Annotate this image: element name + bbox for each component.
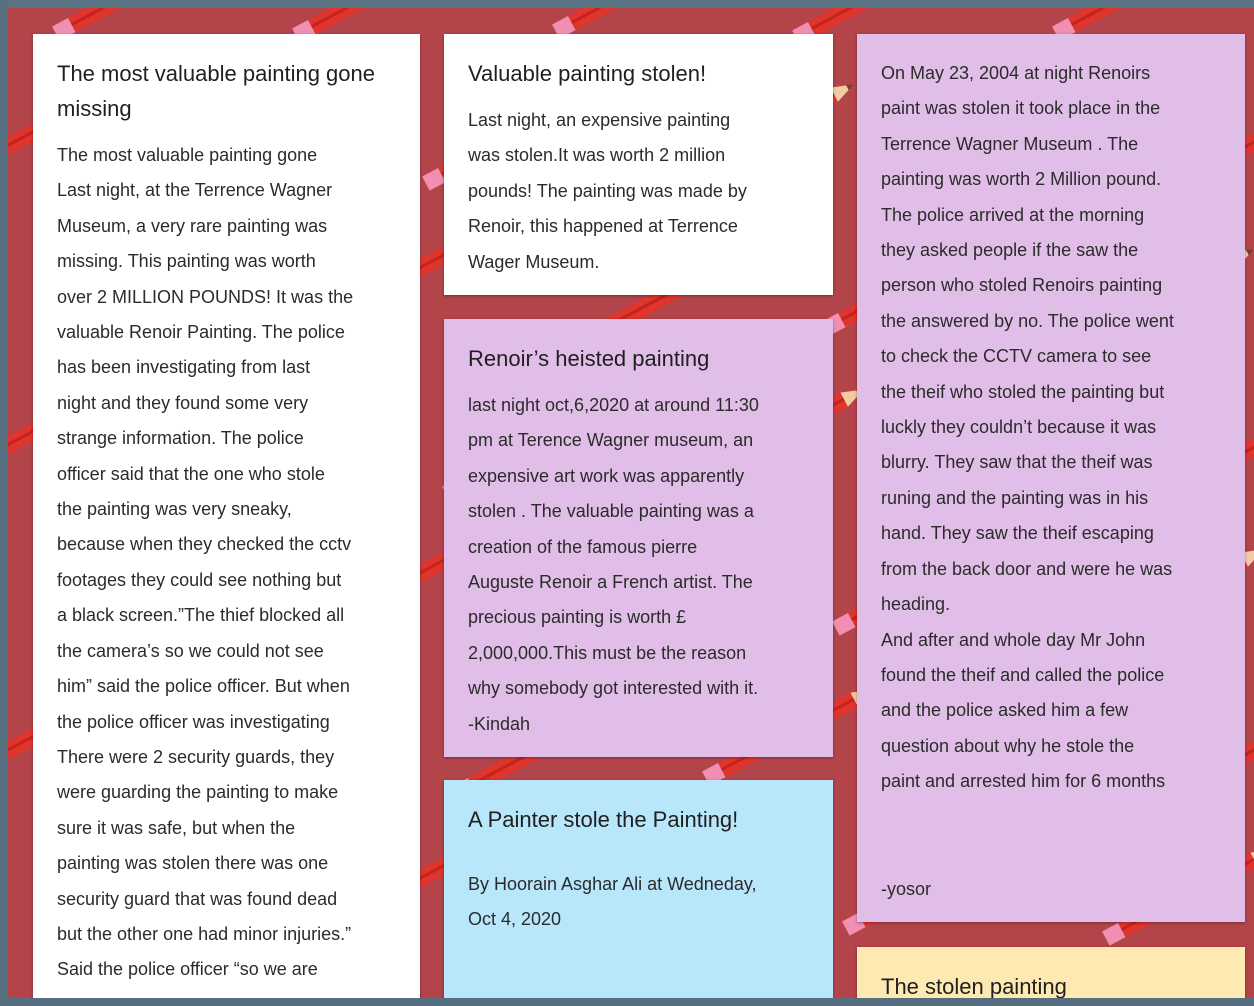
post-body: The most valuable painting gone Last night, at the Terrence Wagner Museum, a very rare painting was missing. This painting was worth over 2 MILLION POUNDS! It was the valuable Renoir Painting. The police has been investigating from last night and they found some very strange information. The police officer said that the one who stole the painting was very sneaky, because when they checked the cctv footages they could see nothing but a black screen.”The thief blocked all the camera’s so we could not see him” said the police officer. But when the police officer was investigating There were 2 security guards, they were guarding the painting to make sure it was safe, but when the painting was stolen there was one security guard that was found dead but the other one had minor injuries.” Said the police officer “so we are [57, 145, 354, 980]
post-title: The stolen painting [881, 974, 1067, 998]
post-card-painting-stolen[interactable] [444, 34, 833, 295]
post-title: A Painter stole the Painting! [468, 807, 739, 832]
padlet-board [8, 8, 1254, 998]
post-byline: By Hoorain Asghar Ali at Wedneday, Oct 4, 2020 [468, 874, 757, 930]
desktop-edge [0, 0, 8, 1006]
post-body: last night oct,6,2020 at around 11:30 pm at Terence Wagner museum, an expensive art work was apparently stolen . The valuable painting was a creation of the famous pierre Auguste Renoir a French artist. The precious painting is worth £ 2,000,000.This must be the reason why somebody got interested with it. -Kindah [468, 395, 759, 734]
post-signature: -yosor [881, 878, 932, 899]
post-card-painter-stole-painting[interactable] [444, 780, 833, 998]
desktop-edge [0, 998, 1254, 1006]
post-body: On May 23, 2004 at night Renoirs paint was stolen it took place in the Terrence Wagner Museum . The painting was worth 2 Million pound. The police arrived at the morning they asked people if the saw the person who stoled Renoirs painting the answered by no. The police went to check the CCTV camera to see the theif who stoled the painting but luckly they couldn’t because it was blurry. They saw that the theif was runing and the painting was in his hand. They saw the theif escaping from the back door and were he was heading. And after and whole day Mr John found the theif and called the police and the police asked him a few question about why he stole the paint and arrested him for 6 months [881, 63, 1174, 792]
post-title: The most valuable painting gone missing [57, 61, 375, 121]
post-card-stolen-painting[interactable] [857, 947, 1245, 998]
post-card-renoirs-heisted-painting[interactable] [444, 319, 833, 757]
post-title: Renoir’s heisted painting [468, 346, 710, 371]
post-body: Last night, an expensive painting was stolen.It was worth 2 million pounds! The painting was made by Renoir, this happened at Terrence Wager Museum. [468, 110, 747, 272]
post-title: Valuable painting stolen! [468, 61, 707, 86]
post-card-renoirs-paint-stolen[interactable] [857, 34, 1245, 922]
post-card-valuable-painting-missing[interactable] [33, 34, 420, 998]
